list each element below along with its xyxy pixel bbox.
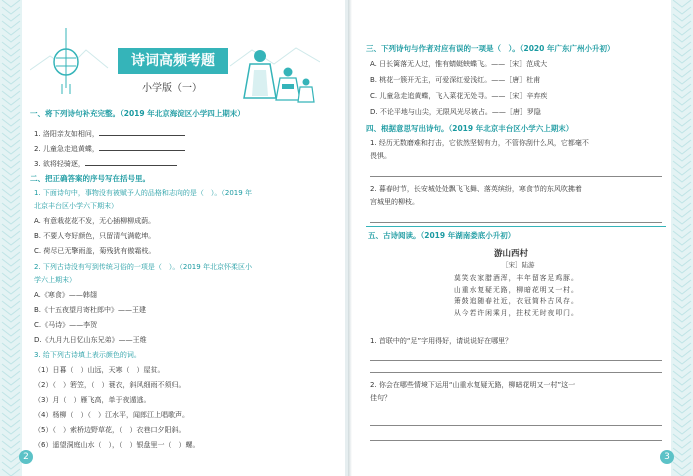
s2-q3-item-3: （3）月（ ）雁飞高，单于夜遁逃。 [34, 396, 151, 404]
poem-body [454, 273, 579, 319]
s5-q2-answer-line-2[interactable] [370, 440, 662, 441]
s2-q2-line2: 学六上期末） [34, 276, 76, 284]
s2-q1-option-a: A. 有意栽花花不发，无心插柳柳成荫。 [34, 217, 156, 225]
scholar-figures-icon [244, 50, 314, 102]
s2-q3-item-6: （6）遥望洞庭山水（ ），（ ）银盘里一（ ）螺。 [34, 441, 200, 449]
poem-author: ［宋］陆游 [502, 261, 535, 269]
left-page [30, 0, 338, 476]
section-5-top-rule [366, 226, 666, 227]
section-4-heading: 四、根据意思写出诗句。（2019 年北京丰台区小学六上期末） [366, 124, 574, 133]
s2-q3-item-5: （5）（ ）索桥边野草花，（ ）衣巷口夕阳斜。 [34, 426, 186, 434]
s4-q1-line1: 1. 经历无数磨难和打击，它依然坚韧有力，不管你刮什么风，它都毫不 [370, 139, 589, 147]
s5-q1-answer-line-2[interactable] [370, 372, 662, 373]
page-number-left: 2 [19, 450, 33, 464]
s5-q1-answer-line-1[interactable] [370, 360, 662, 361]
s3-option-d: D. 不论平地与山尖，无限风光尽被占。——［唐］罗隐 [370, 108, 541, 116]
poem-line-1: 莫笑农家腊酒浑，丰年留客足鸡豚。 [454, 274, 579, 282]
section-2-heading: 二、把正确答案的序号写在括号里。 [30, 174, 150, 183]
s5-q2-answer-line-1[interactable] [370, 425, 662, 426]
left-page-edge-pattern [0, 0, 22, 476]
s2-q1-option-c: C. 荷尽已无擎雨盖，菊残犹有傲霜枝。 [34, 247, 156, 255]
page-title: 诗词高频考题 [118, 48, 228, 74]
s2-q2-option-a: A.《寒食》——韩翃 [34, 291, 97, 299]
section-3-heading: 三、下列诗句与作者对应有误的一项是（ ）。（2020 年广东广州小升初） [366, 44, 615, 53]
lantern-icon [54, 28, 78, 94]
s2-q3-item-4: （4）杨柳（ ）（ ）江水平，闻郎江上唱歌声。 [34, 411, 189, 419]
s3-option-a: A. 日长篱落无人过，惟有蜻蜓蛱蝶飞。——［宋］范成大 [370, 60, 548, 68]
s2-q2-option-d: D.《九月九日忆山东兄弟》——王维 [34, 336, 147, 344]
section-5-heading: 五、古诗阅读。（2019 年湖南娄底小升初） [368, 231, 516, 240]
s4-q2-line2: 宫城里的柳枝。 [370, 198, 419, 206]
poem-title: 游山西村 [494, 249, 529, 259]
s5-q2-line1: 2. 你会在哪些情境下运用“山重水复疑无路，柳暗花明又一村”这一 [370, 381, 576, 389]
s2-q3-prompt: 3. 给下列古诗填上表示颜色的词。 [34, 351, 141, 359]
s4-q2-answer-line[interactable] [370, 222, 662, 223]
s5-q1: 1. 首联中的“足”字用得好，请说说好在哪里？ [370, 337, 513, 345]
s4-q1-line2: 畏惧。 [370, 152, 391, 160]
s1-item-1: 1. 洛阳亲友如相问， [34, 125, 185, 140]
s1-item-2: 2. 儿童急走追黄蝶， [34, 140, 185, 155]
s2-q2-line1: 2. 下列古诗没有写到传统习俗的一项是（ ）。（2019 年北京怀柔区小 [34, 263, 252, 271]
s2-q2-option-b: B.《十五夜望月寄杜郎中》——王建 [34, 306, 147, 314]
title-banner [30, 28, 320, 104]
poem-line-3: 箫鼓追随春社近，衣冠简朴古风存。 [454, 297, 579, 305]
s2-q3-item-1: （1）日暮（ ）山远，天寒（ ）屋贫。 [34, 366, 165, 374]
s4-q2-line1: 2. 暮春时节，长安城处处飘飞飞舞、落英缤纷，寒食节的东风吹拂着 [370, 185, 582, 193]
right-page [366, 0, 666, 476]
s2-q1-option-b: B. 不要人夸好颜色，只留清气满乾坤。 [34, 232, 156, 240]
right-page-edge-pattern [671, 0, 693, 476]
s4-q1-answer-line[interactable] [370, 176, 662, 177]
page-subtitle: 小学版（一） [142, 83, 202, 94]
s2-q2-option-c: C.《马诗》——李贺 [34, 321, 98, 329]
page-number-right: 3 [660, 450, 674, 464]
s2-q1-line1: 1. 下面诗句中，事物没有被赋予人的品格和志向的是（ ）。（2019 年 [34, 189, 252, 197]
s3-option-c: C. 儿童急走追黄蝶，飞入菜花无处寻。——［宋］辛弃疾 [370, 92, 548, 100]
section-1-heading: 一、将下列诗句补充完整。（2019 年北京海淀区小学四上期末） [30, 109, 245, 118]
s2-q1-line2: 北京丰台区小学六下期末） [34, 202, 118, 210]
s1-item-3: 3. 欲将轻骑逐， [34, 155, 177, 170]
s2-q3-item-2: （2）（ ）箬笠，（ ）蓑衣，斜风细雨不须归。 [34, 381, 186, 389]
poem-line-2: 山重水复疑无路，柳暗花明又一村。 [454, 285, 579, 294]
book-spine-shadow [348, 0, 352, 476]
s3-option-b: B. 桃花一簇开无主，可爱深红爱浅红。——［唐］杜甫 [370, 76, 541, 84]
poem-line-4: 从今若许闲乘月，拄杖无时夜叩门。 [454, 308, 579, 317]
s5-q2-line2: 佳句？ [370, 394, 391, 402]
